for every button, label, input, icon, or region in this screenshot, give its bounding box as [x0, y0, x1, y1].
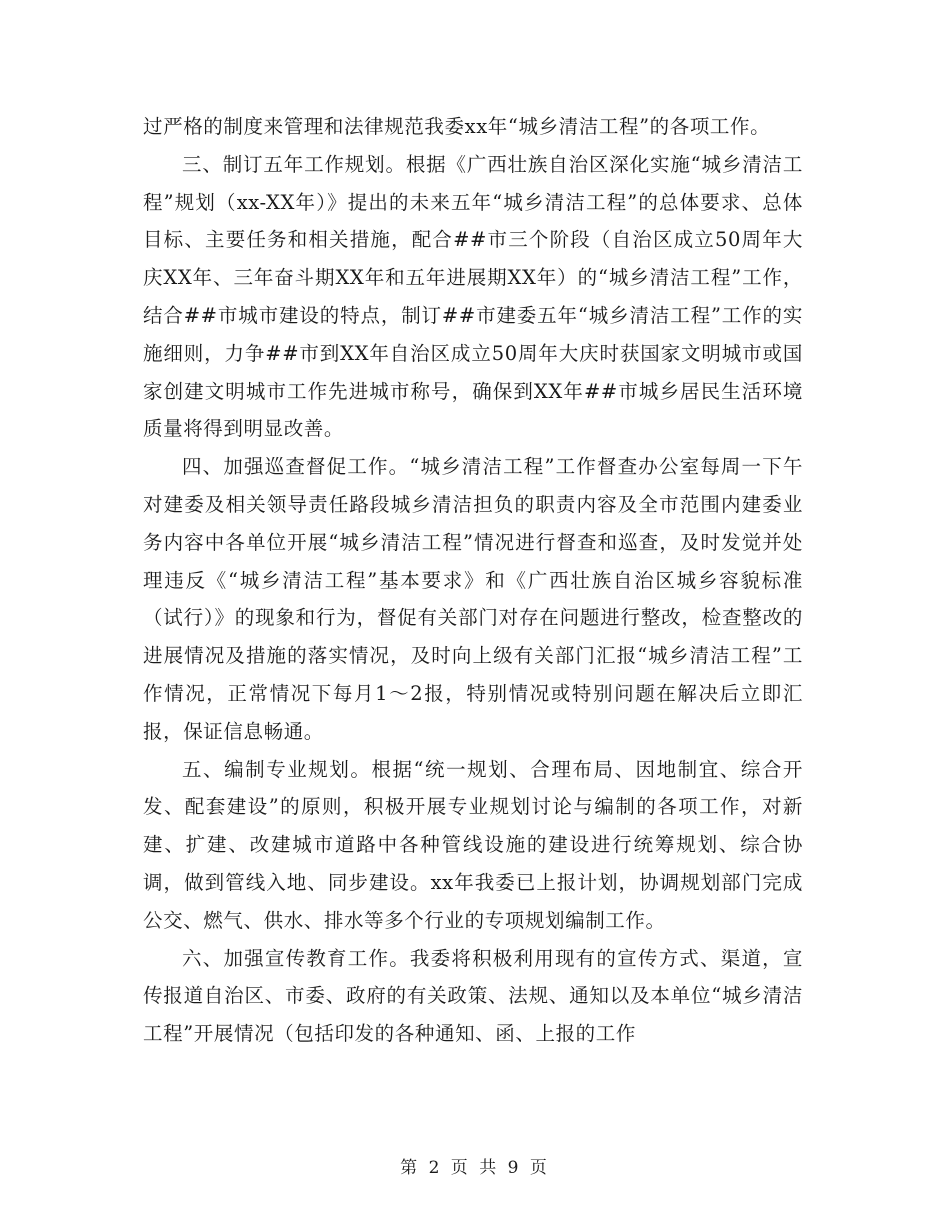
paragraph-5: 六、加强宣传教育工作。我委将积极利用现有的宣传方式、渠道，宣传报道自治区、市委、政府的有关政策、法规、通知以及本单位“城乡清洁工程”开展情况（包括印发的各种通知、函、上报的工作	[143, 946, 803, 1046]
paragraph-1: 过严格的制度来管理和法律规范我委xx年“城乡清洁工程”的各项工作。	[143, 115, 771, 138]
paragraph-2: 三、制订五年工作规划。根据《广西壮族自治区深化实施“城乡清洁工程”规划（xx-XX年）》提出的未来五年“城乡清洁工程”的总体要求、总体目标、主要任务和相关措施，配合##市三个阶段（自治区成立50周年大庆XX年、三年奋斗期XX年和五年进展期XX年）的“城乡清洁工程”工作，结合##市城市建设的特点，制订##市建委五年“城乡清洁工程”工作的实施细则，力争##市到XX年自治区成立50周年大庆时获国家文明城市或国家创建文明城市工作先进城市称号，确保到XX年##市城乡居民生活环境质量将得到明显改善。	[143, 152, 803, 441]
document-body	[143, 108, 803, 1053]
paragraph-4: 五、编制专业规划。根据“统一规划、合理布局、因地制宜、综合开发、配套建设”的原则，积极开展专业规划讨论与编制的各项工作，对新建、扩建、改建城市道路中各种管线设施的建设进行统筹规划、综合协调，做到管线入地、同步建设。xx年我委已上报计划，协调规划部门完成公交、燃气、供水、排水等多个行业的专项规划编制工作。	[143, 757, 803, 932]
paragraph-3: 四、加强巡查督促工作。“城乡清洁工程”工作督查办公室每周一下午对建委及相关领导责任路段城乡清洁担负的职责内容及全市范围内建委业务内容中各单位开展“城乡清洁工程”情况进行督查和巡查，及时发觉并处理违反《“城乡清洁工程”基本要求》和《广西壮族自治区城乡容貌标准（试行）》的现象和行为，督促有关部门对存在问题进行整改，检查整改的进展情况及措施的落实情况，及时向上级有关部门汇报“城乡清洁工程”工作情况，正常情况下每月1～2报，特别情况或特别问题在解决后立即汇报，保证信息畅通。	[143, 455, 803, 743]
page-number-footer: 第 2 页 共 9 页	[400, 1158, 550, 1178]
